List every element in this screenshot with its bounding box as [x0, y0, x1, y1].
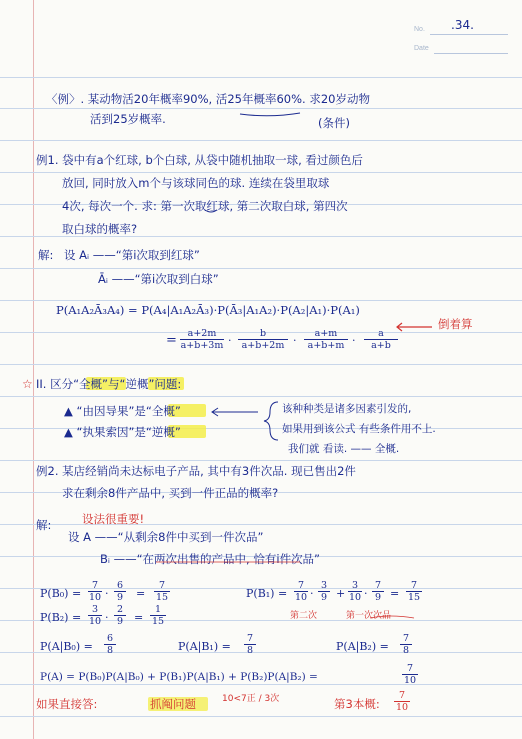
notebook-page: No. .34. Date 〈例〉. 某动物活20年概率90%, 活25年概率60%. 求20岁动物 活到25岁概率. (条件) 例1. 袋中有a个红球, b个白球, 从袋中随机抽取一球, 看过颜色后 放回, 同时放入m个与该球同色的球. 连续在袋里取球 4次, 每次一个. 求: 第一次取红球, 第二次取白球, 第四次 取白球的概率? 解: 设 Aᵢ ——“第i次取到红球” Āᵢ ——“第i次取到白球” P(A₁A₂Ā₃A₄) = P(A₄|A₁A₂Ā₃)·P(Ā₃|A₁A₂)·P(A₂|A₁)·P(A₁) = $\frac{a+2m}{a+b+3m}$ · $\frac{b}{a+b+2m}$ · $\frac{a+m}{a+b+m}$ · $\frac{a}{a+b}$ 倒着算 ☆ II. 区分“全概”与“逆概”问题: ▲ “由因导果”是“全概” ▲ “执果索因”是“逆概” 该种种类是诸多因素引发的, 如果用到该公式 有些条件用不上. 我们就 看读. —— 全概. 例2. 某店经销尚未达标电子产品, 其中有3件次品. 现已售出2件 求在剩余8件产品中, 买到一件正品的概率? 解: 设法很重要! 设 A ——“从剩余8件中买到一件次品” Bᵢ ——“在两次出售的产品中, 恰有i件次品” P(B₀) = $\frac{7}{10}$ · $\frac{6}{9}$ = $\frac{7}{15}$ P(B₁) = $\frac{7}{10}$ · $\frac{3}{9}$ + $\frac{3}{10}$ · $\frac{7}{9}$ = $\frac{7}{15}$ 第二次 第一次次品 P(B₂) = $\frac{3}{10}$ · $\frac{2}{9}$ = $\frac{1}{15}$ P(A|B₀) = $\frac{6}{8}$ P(A|B₁) = $\frac{7}{8}$ P(A|B₂) = $\frac{7}{8}$ P(A) = P(B₀)P(A|B₀) + P(B₁)P(A|B₁) + P(B₂)P(A|B₂) = $\frac{7}{10}$ 如果直接答: 抓阄问题 10<7正 / 3次 第3本概: $\frac{7}{10}$ [0, 0, 522, 739]
pa-b1: P(A|B₁) = [178, 640, 231, 653]
problem1-line-2: 放回, 同时放入m个与该球同色的球. 连续在袋里取球 [62, 176, 330, 190]
no-label: No. [414, 26, 425, 33]
example-note: (条件) [318, 116, 350, 130]
fraction-p2: $\frac{b}{a+b+2m}$ [238, 328, 288, 351]
footer-end: 第3本概: [334, 697, 380, 711]
footer-line: 如果直接答: [36, 697, 98, 711]
pa-b2: P(A|B₂) = [336, 640, 389, 653]
solution2-red-note: 设法很重要! [82, 512, 145, 526]
solution2-def-1: 设 A ——“从剩余8件中买到一件次品” [68, 530, 264, 544]
solution1-formula: P(A₁A₂Ā₃A₄) = P(A₄|A₁A₂Ā₃)·P(Ā₃|A₁A₂)·P(A₂|A₁)·P(A₁) [56, 303, 360, 317]
page-number: .34. [451, 18, 474, 32]
section2-item-2: ▲ “执果索因”是“逆概” [64, 425, 181, 439]
fraction-p3: $\frac{a+m}{a+b+m}$ [304, 328, 348, 351]
section2-note-1: 该种种类是诸多因素引发的, [282, 403, 412, 415]
fraction-p1: $\frac{a+2m}{a+b+3m}$ [180, 328, 224, 351]
pb2-lhs: P(B₂) = [40, 611, 82, 624]
footer-mid: 抓阄问题 [150, 697, 196, 711]
problem1-line-4: 取白球的概率? [62, 222, 138, 236]
fraction-p4: $\frac{a}{a+b}$ [364, 328, 398, 351]
equals-sign-1: = [166, 333, 177, 348]
solution2-def-2: Bᵢ ——“在两次出售的产品中, 恰有i件次品” [100, 552, 321, 566]
problem2-line-2: 求在剩余8件产品中, 买到一件正品的概率? [62, 486, 279, 500]
section2-title: II. 区分“全概”与“逆概”问题: [36, 377, 182, 391]
section2-note-2: 如果用到该公式 有些条件用不上. [282, 423, 436, 435]
footer-cond: 10<7正 / 3次 [222, 694, 280, 704]
solution1-label: 解: [38, 248, 54, 262]
date-label: Date [414, 45, 429, 52]
problem1-line-3: 4次, 每次一个. 求: 第一次取红球, 第二次取白球, 第四次 [62, 199, 348, 213]
example-line-1: 〈例〉. 某动物活20年概率90%, 活25年概率60%. 求20岁动物 [46, 92, 370, 106]
pb1-lhs: P(B₁) = [246, 587, 288, 600]
section2-note-3: 我们就 看读. —— 全概. [288, 443, 400, 455]
problem2-line-1: 例2. 某店经销尚未达标电子产品, 其中有3件次品. 现已售出2件 [36, 464, 356, 478]
pb0-lhs: P(B₀) = [40, 587, 82, 600]
solution2-label: 解: [36, 518, 52, 532]
example-line-2: 活到25岁概率. [90, 112, 166, 126]
annotation-backward: 倒着算 [438, 317, 473, 331]
star-icon: ☆ [22, 377, 33, 391]
pa-b0: P(A|B₀) = [40, 640, 93, 653]
total-probability: P(A) = P(B₀)P(A|B₀) + P(B₁)P(A|B₁) + P(B₂)P(A|B₂) = [40, 671, 318, 683]
solution1-def-2: Āᵢ ——“第i次取到白球” [98, 272, 219, 286]
anno-second: 第二次 [290, 611, 318, 621]
section2-item-1: ▲ “由因导果”是“全概” [64, 404, 181, 418]
solution1-def-1: 设 Aᵢ ——“第i次取到红球” [64, 248, 200, 262]
problem1-line-1: 例1. 袋中有a个红球, b个白球, 从袋中随机抽取一球, 看过颜色后 [36, 153, 363, 167]
anno-first: 第一次次品 [346, 611, 392, 621]
